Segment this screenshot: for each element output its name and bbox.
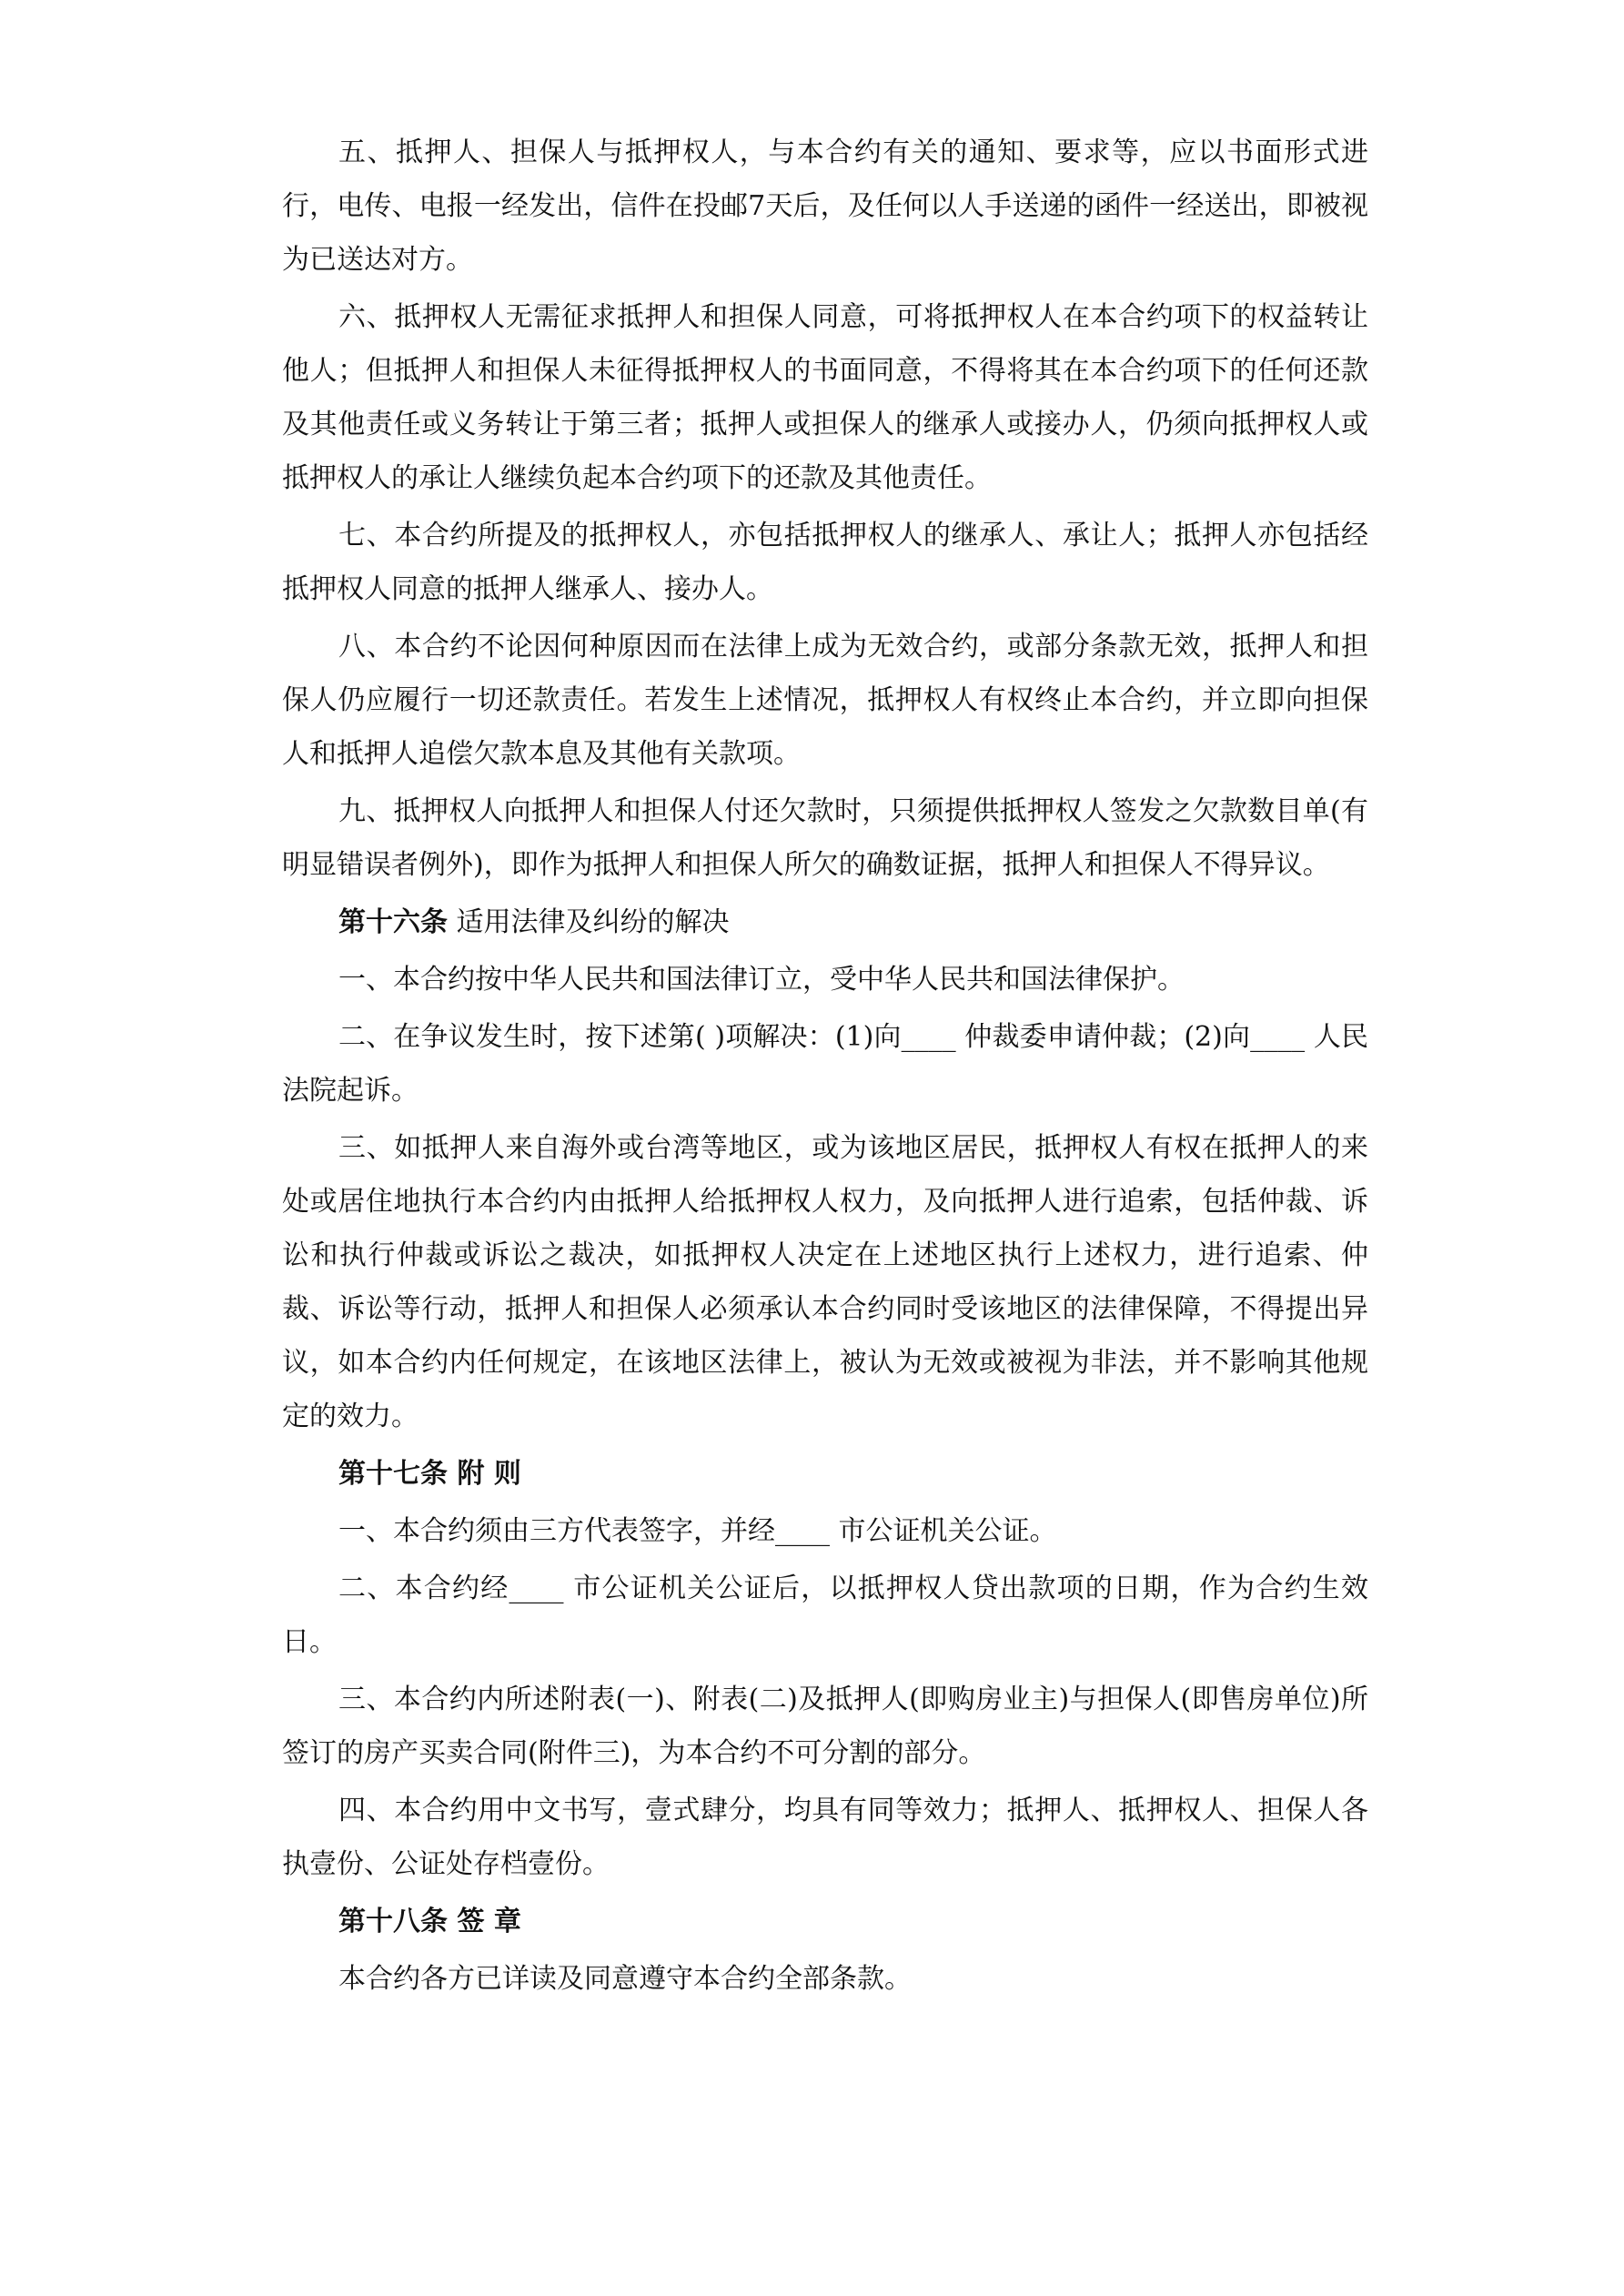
document-body xyxy=(282,126,1368,2009)
clause-paragraph xyxy=(282,1121,1368,1443)
paragraph-text: 七、本合约所提及的抵押权人，亦包括抵押权人的继承人、承让人；抵押人亦包括经抵押权人同意的抵押人继承人、接办人。 xyxy=(282,520,1368,605)
article-number: 第十七条 附 则 xyxy=(338,1458,521,1490)
article-number: 第十八条 签 章 xyxy=(338,1906,521,1937)
paragraph-text: 八、本合约不论因何种原因而在法律上成为无效合约，或部分条款无效，抵押人和担保人仍应履行一切还款责任。若发生上述情况，抵押权人有权终止本合约，并立即向担保人和抵押人追偿欠款本息及其他有关款项。 xyxy=(282,631,1368,770)
paragraph-text: 三、如抵押人来自海外或台湾等地区，或为该地区居民，抵押权人有权在抵押人的来处或居住地执行本合约内由抵押人给抵押权人权力，及向抵押人进行追索，包括仲裁、诉讼和执行仲裁或诉讼之裁决，如抵押权人决定在上述地区执行上述权力，进行追索、仲裁、诉讼等行动，抵押人和担保人必须承认本合约同时受该地区的法律保障，不得提出异议，如本合约内任何规定，在该地区法律上，被认为无效或被视为非法，并不影响其他规定的效力。 xyxy=(282,1132,1368,1432)
paragraph-text: 五、抵押人、担保人与抵押权人，与本合约有关的通知、要求等，应以书面形式进行，电传、电报一经发出，信件在投邮7天后，及任何以人手送递的函件一经送出，即被视为已送达对方。 xyxy=(282,137,1368,276)
clause-paragraph xyxy=(282,1562,1368,1669)
paragraph-text: 适用法律及纠纷的解决 xyxy=(448,906,730,938)
paragraph-text: 二、在争议发生时，按下述第( )项解决：(1)向____ 仲裁委申请仲裁；(2)向____ 人民法院起诉。 xyxy=(282,1021,1368,1107)
clause-paragraph xyxy=(282,784,1368,892)
clause-paragraph xyxy=(282,1952,1368,2006)
paragraph-text: 本合约各方已详读及同意遵守本合约全部条款。 xyxy=(338,1963,912,1995)
article-number: 第十六条 xyxy=(338,906,448,938)
clause-paragraph xyxy=(282,620,1368,781)
clause-paragraph xyxy=(282,1504,1368,1558)
paragraph-text: 一、本合约按中华人民共和国法律订立，受中华人民共和国法律保护。 xyxy=(338,964,1185,996)
article-heading xyxy=(282,1447,1368,1501)
paragraph-text: 九、抵押权人向抵押人和担保人付还欠款时，只须提供抵押权人签发之欠款数目单(有明显错误者例外)，即作为抵押人和担保人所欠的确数证据，抵押人和担保人不得异议。 xyxy=(282,795,1368,881)
paragraph-text: 四、本合约用中文书写，壹式肆分，均具有同等效力；抵押人、抵押权人、担保人各执壹份、公证处存档壹份。 xyxy=(282,1795,1368,1880)
clause-paragraph xyxy=(282,1784,1368,1891)
clause-paragraph xyxy=(282,1010,1368,1118)
clause-paragraph xyxy=(282,290,1368,505)
clause-paragraph xyxy=(282,953,1368,1006)
paragraph-text: 二、本合约经____ 市公证机关公证后，以抵押权人贷出款项的日期，作为合约生效日。 xyxy=(282,1573,1368,1658)
paragraph-text: 一、本合约须由三方代表签字，并经____ 市公证机关公证。 xyxy=(338,1515,1057,1547)
article-heading xyxy=(282,1895,1368,1948)
paragraph-text: 三、本合约内所述附表(一)、附表(二)及抵押人(即购房业主)与担保人(即售房单位)所签订的房产买卖合同(附件三)，为本合约不可分割的部分。 xyxy=(282,1684,1368,1769)
clause-paragraph xyxy=(282,509,1368,616)
article-heading xyxy=(282,895,1368,949)
paragraph-text: 六、抵押权人无需征求抵押人和担保人同意，可将抵押权人在本合约项下的权益转让他人；但抵押人和担保人未征得抵押权人的书面同意，不得将其在本合约项下的任何还款及其他责任或义务转让于第三者；抵押人或担保人的继承人或接办人，仍须向抵押权人或抵押权人的承让人继续负起本合约项下的还款及其他责任。 xyxy=(282,301,1368,494)
clause-paragraph xyxy=(282,126,1368,287)
clause-paragraph xyxy=(282,1673,1368,1780)
